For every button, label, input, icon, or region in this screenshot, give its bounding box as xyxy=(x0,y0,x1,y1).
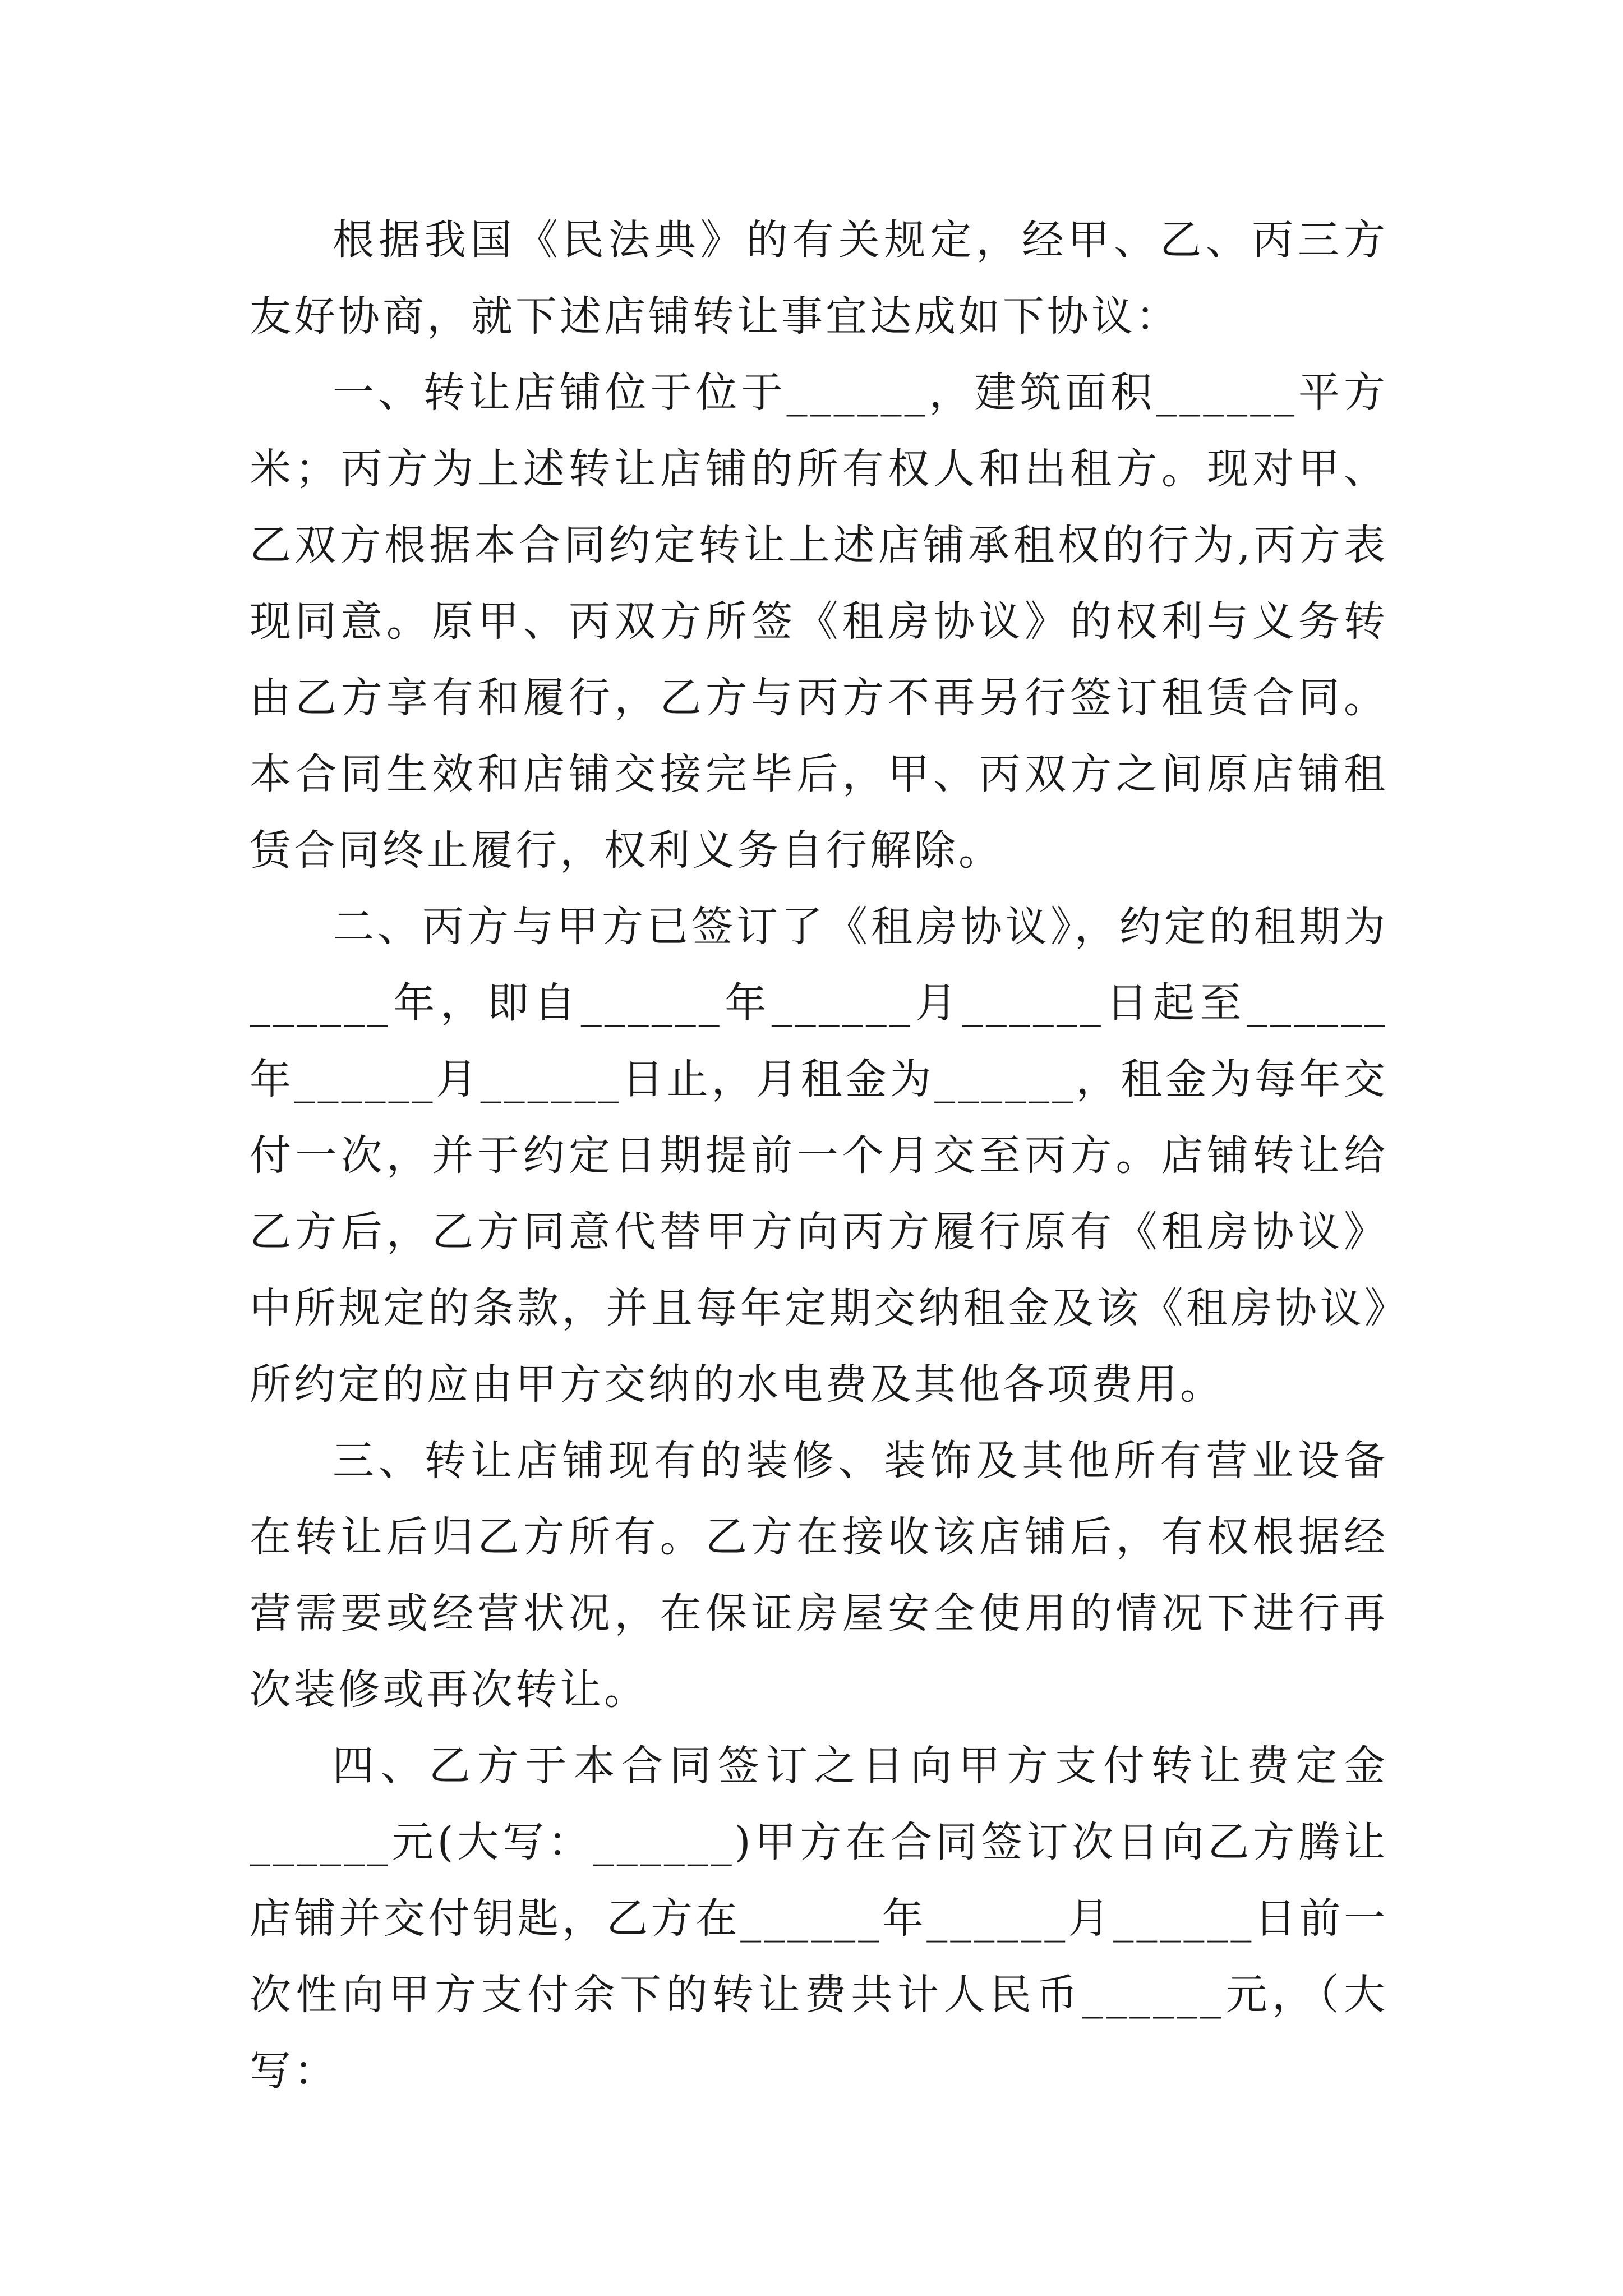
paragraph-clause-4: 四、乙方于本合同签订之日向甲方支付转让费定金______元(大写：______)甲方在合同签订次日向乙方腾让店铺并交付钥匙，乙方在______年______月______日前一次性向甲方支付余下的转让费共计人民币______元，（大写： xyxy=(250,1742,1388,2095)
paragraph-intro: 根据我国《民法典》的有关规定，经甲、乙、丙三方友好协商，就下述店铺转让事宜达成如下协议： xyxy=(250,216,1388,341)
paragraph-clause-1: 一、转让店铺位于位于______，建筑面积______平方米；丙方为上述转让店铺的所有权人和出租方。现对甲、乙双方根据本合同约定转让上述店铺承租权的行为,丙方表现同意。原甲、丙双方所签《租房协议》的权利与义务转由乙方享有和履行，乙方与丙方不再另行签订租赁合同。本合同生效和店铺交接完毕后，甲、丙双方之间原店铺租赁合同终止履行，权利义务自行解除。 xyxy=(250,369,1388,875)
paragraph-clause-2: 二、丙方与甲方已签订了《租房协议》，约定的租期为______年，即自______年______月______日起至______年______月______日止，月租金为______，租金为每年交付一次，并于约定日期提前一个月交至丙方。店铺转让给乙方后，乙方同意代替甲方向丙方履行原有《租房协议》中所规定的条款，并且每年定期交纳租金及该《租房协议》所约定的应由甲方交纳的水电费及其他各项费用。 xyxy=(250,903,1388,1409)
paragraph-clause-3: 三、转让店铺现有的装修、装饰及其他所有营业设备在转让后归乙方所有。乙方在接收该店铺后，有权根据经营需要或经营状况，在保证房屋安全使用的情况下进行再次装修或再次转让。 xyxy=(250,1437,1388,1714)
contract-body xyxy=(250,202,1388,2109)
